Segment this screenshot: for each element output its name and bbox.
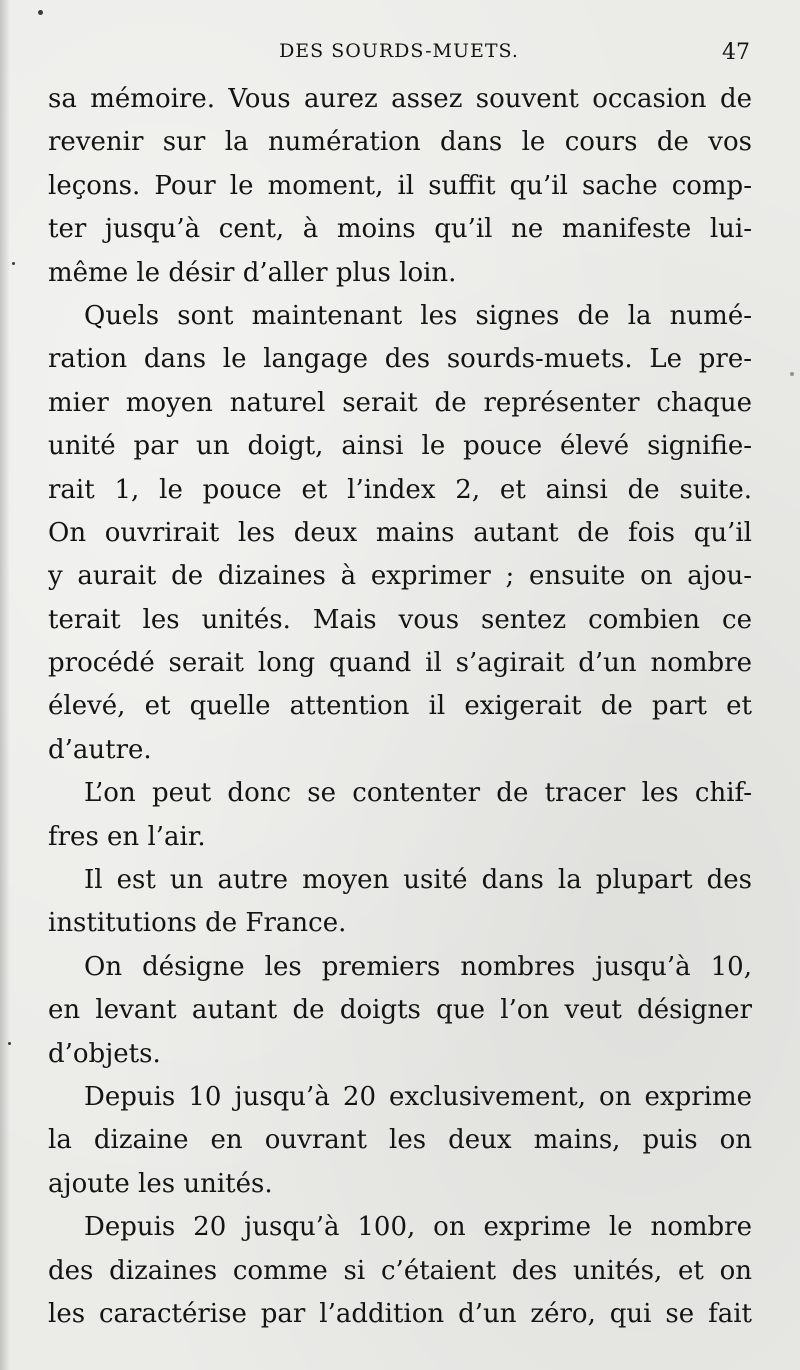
text-line: les caractérise par l’addition d’un zéro, qui se fait	[48, 1298, 752, 1329]
text-line: même le désir d’aller plus loin.	[48, 257, 457, 288]
text-line: On désigne les premiers nombres jusqu’à 10,	[84, 951, 752, 982]
text-line: Quels sont maintenant les signes de la numé-	[84, 300, 752, 331]
text-line: en levant autant de doigts que l’on veut désigner	[48, 995, 752, 1026]
text-line: revenir sur la numération dans le cours de vos	[48, 127, 752, 158]
text-line: Depuis 20 jusqu’à 100, on exprime le nombre	[84, 1212, 752, 1243]
text-line: fres en l’air.	[48, 821, 206, 852]
text-line: unité par un doigt, ainsi le pouce élevé signifie-	[48, 431, 752, 462]
page-header	[48, 36, 750, 76]
text-line: d’objets.	[48, 1038, 161, 1069]
ink-speck	[12, 262, 15, 265]
body-text	[48, 78, 752, 1336]
text-line: Il est un autre moyen usité dans la plupart des	[84, 865, 752, 896]
text-line: leçons. Pour le moment, il suffit qu’il sache comp-	[48, 170, 752, 201]
text-line: L’on peut donc se contenter de tracer les chif-	[84, 778, 752, 809]
running-title: DES SOURDS-MUETS.	[279, 40, 519, 62]
text-line: y aurait de dizaines à exprimer ; ensuite on ajou-	[48, 561, 752, 592]
text-line: institutions de France.	[48, 908, 347, 939]
text-line: ajoute les unités.	[48, 1168, 273, 1199]
text-line: procédé serait long quand il s’agirait d’un nombre	[48, 648, 752, 679]
text-line: rait 1, le pouce et l’index 2, et ainsi de suite.	[48, 474, 752, 505]
ink-speck	[38, 10, 43, 15]
text-line: mier moyen naturel serait de représenter chaque	[48, 387, 752, 418]
text-line: sa mémoire. Vous aurez assez souvent occasion de	[48, 84, 752, 114]
text-line: la dizaine en ouvrant les deux mains, puis on	[48, 1125, 752, 1156]
text-line: ration dans le langage des sourds-muets. Le pre-	[48, 344, 752, 375]
text-line: d’autre.	[48, 734, 152, 765]
text-line: des dizaines comme si c’étaient des unités, et on	[48, 1255, 752, 1286]
text-line: élevé, et quelle attention il exigerait de part et	[48, 691, 752, 722]
text-line: Depuis 10 jusqu’à 20 exclusivement, on exprime	[84, 1081, 752, 1112]
page-edge-shadow	[0, 0, 10, 1370]
page-number: 47	[722, 40, 750, 65]
ink-speck	[8, 1042, 11, 1045]
text-line: terait les unités. Mais vous sentez combien ce	[48, 604, 752, 635]
ink-speck	[790, 372, 794, 376]
text-line: On ouvrirait les deux mains autant de fois qu’il	[48, 517, 752, 548]
text-line: ter jusqu’à cent, à moins qu’il ne manifeste lui-	[48, 214, 752, 245]
